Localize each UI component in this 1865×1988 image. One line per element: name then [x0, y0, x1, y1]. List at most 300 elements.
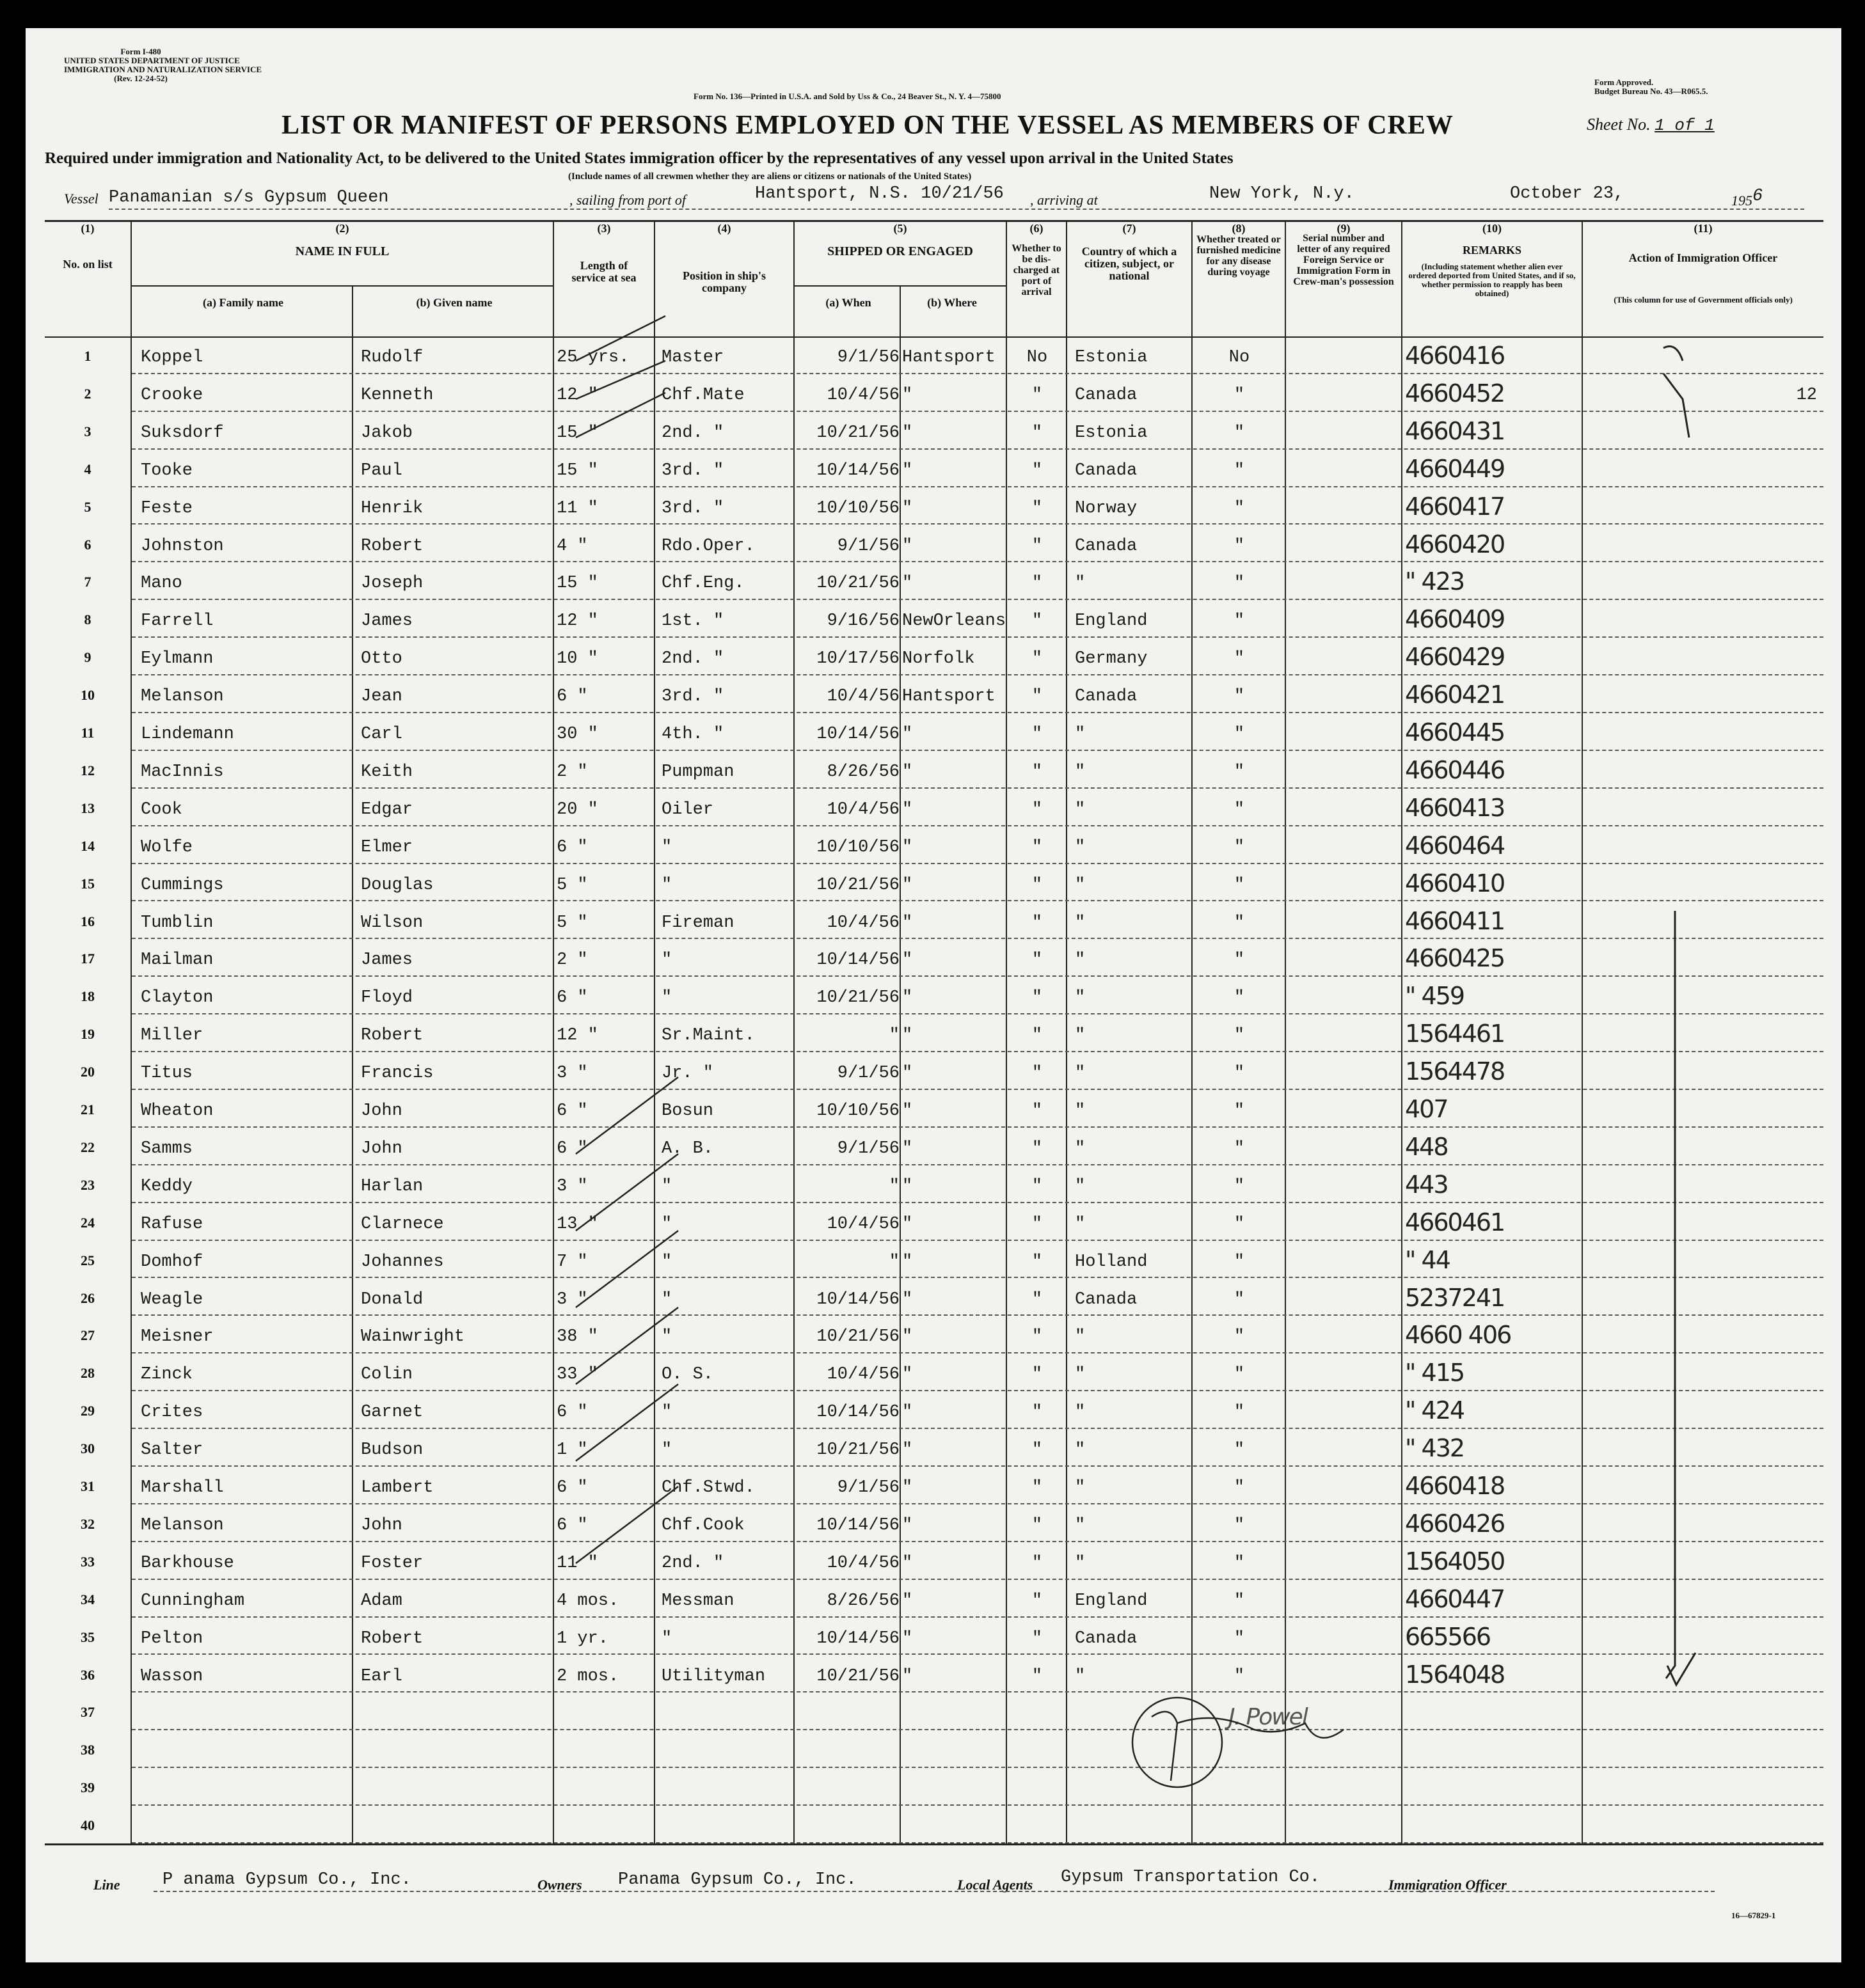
cell-where: " — [902, 1553, 913, 1573]
cell-country: " — [1075, 1478, 1086, 1497]
cell-where: " — [902, 800, 913, 819]
cell-given: Robert — [361, 1026, 424, 1046]
cell-position: Chf.Cook — [662, 1515, 745, 1535]
cell-position: 3rd. " — [662, 498, 724, 518]
cell-no: 20 — [81, 1064, 95, 1080]
cell-where: " — [902, 762, 913, 782]
cell-remarks: 4660447 — [1405, 1584, 1505, 1613]
cell-family: Marshall — [141, 1478, 224, 1497]
cell-no: 36 — [81, 1666, 95, 1683]
cell-when: 9/1/56 — [837, 536, 900, 556]
cell-no: 13 — [81, 800, 95, 816]
cell-discharged: " — [1031, 837, 1043, 857]
cell-discharged: " — [1031, 1666, 1043, 1686]
agents-label: Local Agents — [957, 1877, 1033, 1893]
action-note: (This column for use of Government officials only) — [1614, 295, 1793, 304]
cell-medicine: " — [1234, 1026, 1245, 1046]
cell-no: 7 — [84, 574, 91, 590]
cell-position: " — [662, 1290, 672, 1309]
manifest-sheet — [26, 28, 1841, 1962]
cell-length: 6 " — [557, 1478, 588, 1497]
cell-no: 35 — [81, 1629, 95, 1645]
cell-discharged: " — [1031, 1515, 1043, 1535]
cell-given: Harlan — [361, 1176, 424, 1196]
cell-when: 10/4/56 — [827, 385, 900, 405]
cell-length: 6 " — [557, 1403, 588, 1423]
cell-family: Cook — [141, 800, 182, 819]
cell-no: 4 — [84, 461, 91, 477]
cell-length: 11 " — [557, 498, 598, 518]
cell-given: Joseph — [361, 574, 424, 594]
cell-medicine: " — [1234, 574, 1245, 594]
col3-number: (3) — [597, 222, 611, 235]
action-checkmark — [1667, 1653, 1695, 1685]
cell-family: Cunningham — [141, 1591, 245, 1611]
sailing-label: , sailing from port of — [569, 192, 686, 208]
cell-remarks: 443 — [1405, 1170, 1448, 1199]
vessel-label: Vessel — [64, 191, 99, 207]
cell-medicine: " — [1234, 1064, 1245, 1084]
cell-length: 6 " — [557, 687, 588, 707]
cell-given: Otto — [361, 649, 402, 669]
cell-when: 8/26/56 — [827, 762, 900, 782]
cell-where: " — [902, 951, 913, 970]
cell-country: " — [1075, 1515, 1086, 1535]
action-mark — [1663, 374, 1689, 438]
cell-country: " — [1075, 1403, 1086, 1423]
cell-family: Barkhouse — [141, 1553, 234, 1573]
cell-position: " — [662, 1327, 672, 1347]
cell-family: Crites — [141, 1403, 203, 1423]
col1-number: (1) — [81, 222, 95, 235]
cell-where: " — [902, 1064, 913, 1084]
cell-no: 39 — [81, 1779, 95, 1796]
cell-given: Douglas — [361, 875, 434, 895]
cell-given: Colin — [361, 1365, 413, 1385]
cell-discharged: " — [1031, 1327, 1043, 1347]
cell-medicine: " — [1234, 1290, 1245, 1309]
col7-number: (7) — [1122, 222, 1136, 235]
cell-position: Chf.Stwd. — [662, 1478, 755, 1497]
cell-position: Jr. " — [662, 1064, 714, 1084]
cell-family: Cummings — [141, 875, 224, 895]
cell-length: 12 " — [557, 611, 598, 631]
cell-discharged: " — [1031, 1139, 1043, 1158]
family-name-header: (a) Family name — [203, 296, 283, 309]
country-header: Country of which a citizen, subject, or national — [1081, 245, 1177, 282]
cell-no: 11 — [81, 725, 95, 741]
col2-number: (2) — [335, 222, 349, 235]
cell-given: Jean — [361, 687, 402, 707]
cell-family: Pelton — [141, 1629, 203, 1648]
cell-given: Earl — [361, 1666, 402, 1686]
cell-family: Weagle — [141, 1290, 203, 1309]
cell-remarks: 4660425 — [1405, 944, 1505, 973]
budget-bureau: Budget Bureau No. 43—R065.5. — [1594, 86, 1708, 96]
cell-discharged: " — [1031, 1252, 1043, 1272]
cell-where: " — [902, 988, 913, 1008]
position-header: Position in ship's company — [682, 269, 766, 294]
cell-medicine: " — [1234, 1252, 1245, 1272]
cell-discharged: " — [1031, 687, 1043, 707]
cell-length: 2 mos. — [557, 1666, 619, 1686]
cell-discharged: " — [1031, 498, 1043, 518]
cell-family: Koppel — [141, 348, 203, 367]
cell-where: " — [902, 1252, 913, 1272]
cell-where: " — [902, 536, 913, 556]
col10-number: (10) — [1482, 222, 1502, 235]
cell-length: 3 " — [557, 1176, 588, 1196]
cell-country: " — [1075, 1214, 1086, 1234]
cell-given: Wainwright — [361, 1327, 465, 1347]
cell-discharged: " — [1031, 800, 1043, 819]
cell-family: Crooke — [141, 385, 203, 405]
cell-country: Canada — [1075, 1290, 1138, 1309]
cell-given: Edgar — [361, 800, 413, 819]
cell-no: 27 — [81, 1327, 95, 1344]
cell-where: Norfolk — [902, 649, 975, 669]
cell-where: " — [902, 1515, 913, 1535]
cell-where: " — [902, 1666, 913, 1686]
cell-when: 10/14/56 — [816, 1515, 900, 1535]
cell-where: " — [902, 875, 913, 895]
cell-position: Utilityman — [662, 1666, 766, 1686]
cell-position: A. B. — [662, 1139, 714, 1158]
immigration-officer-label: Immigration Officer — [1388, 1877, 1507, 1893]
cell-remarks: 407 — [1405, 1095, 1448, 1123]
cell-remarks: 4660464 — [1405, 831, 1505, 860]
cell-remarks: 4660413 — [1405, 793, 1505, 822]
cell-family: Mailman — [141, 951, 214, 970]
length-checkmarks — [576, 316, 678, 1563]
cell-when: 9/1/56 — [837, 1064, 900, 1084]
cell-medicine: " — [1234, 1440, 1245, 1460]
cell-no: 17 — [81, 951, 95, 967]
cell-position: " — [662, 1252, 672, 1272]
cell-when: 10/21/56 — [816, 1327, 900, 1347]
cell-no: 30 — [81, 1440, 95, 1457]
cell-discharged: " — [1031, 1591, 1043, 1611]
cell-discharged: " — [1031, 385, 1043, 405]
cell-no: 37 — [81, 1704, 95, 1721]
cell-when: 10/14/56 — [816, 725, 900, 744]
cell-no: 28 — [81, 1365, 95, 1382]
cell-discharged: " — [1031, 1403, 1043, 1423]
cell-remarks: 5237241 — [1405, 1283, 1505, 1312]
cell-medicine: " — [1234, 762, 1245, 782]
cell-remarks: 1564461 — [1405, 1020, 1505, 1048]
cell-country: " — [1075, 1101, 1086, 1121]
cell-medicine: " — [1234, 951, 1245, 970]
cell-length: 6 " — [557, 1139, 588, 1158]
cell-medicine: " — [1234, 687, 1245, 707]
cell-medicine: " — [1234, 1139, 1245, 1158]
action-header: Action of Immigration Officer — [1628, 251, 1778, 264]
cell-when: 10/21/56 — [816, 1666, 900, 1686]
name-in-full-header: NAME IN FULL — [295, 244, 390, 258]
cell-country: " — [1075, 1064, 1086, 1084]
cell-family: Miller — [141, 1026, 203, 1046]
cell-where: " — [902, 1403, 913, 1423]
cell-remarks: 4660420 — [1405, 530, 1505, 558]
cell-country: " — [1075, 1026, 1086, 1046]
cell-medicine: " — [1234, 1327, 1245, 1347]
cell-family: Lindemann — [141, 725, 234, 744]
footer-underline — [154, 1891, 1715, 1892]
cell-remarks: " 423 — [1405, 567, 1464, 596]
cell-position: Master — [662, 348, 724, 367]
cell-medicine: " — [1234, 800, 1245, 819]
cell-no: 14 — [81, 837, 95, 854]
cell-remarks: 4660410 — [1405, 869, 1505, 897]
cell-when: 10/21/56 — [816, 875, 900, 895]
cell-country: Canada — [1075, 1629, 1138, 1648]
cell-discharged: No — [1026, 348, 1048, 367]
cell-medicine: " — [1234, 725, 1245, 744]
cell-length: 6 " — [557, 837, 588, 857]
cell-remarks: 4660 406 — [1405, 1321, 1511, 1350]
col5-number: (5) — [893, 222, 907, 235]
shipped-header: SHIPPED OR ENGAGED — [827, 244, 973, 258]
cell-discharged: " — [1031, 951, 1043, 970]
cell-discharged: " — [1031, 1064, 1043, 1084]
cell-when: 9/1/56 — [837, 1478, 900, 1497]
cell-medicine: " — [1234, 1591, 1245, 1611]
cell-length: 6 " — [557, 1515, 588, 1535]
cell-medicine: " — [1234, 536, 1245, 556]
cell-medicine: " — [1234, 1515, 1245, 1535]
check-stroke — [576, 393, 665, 438]
col11-number: (11) — [1694, 222, 1713, 235]
cell-family: Tooke — [141, 461, 193, 480]
arriving-label: , arriving at — [1030, 192, 1098, 208]
cell-when: " — [889, 1252, 900, 1272]
cell-medicine: " — [1234, 461, 1245, 480]
cell-medicine: " — [1234, 1176, 1245, 1196]
cell-given: Elmer — [361, 837, 413, 857]
cell-medicine: " — [1234, 837, 1245, 857]
cell-remarks: 4660445 — [1405, 718, 1505, 746]
cell-length: 2 " — [557, 762, 588, 782]
cell-where: Hantsport — [902, 687, 996, 707]
check-stroke — [576, 361, 665, 399]
cell-position: O. S. — [662, 1365, 714, 1385]
action-bracket — [1663, 347, 1695, 1685]
cell-family: Mano — [141, 574, 182, 594]
cell-remarks: 1564050 — [1405, 1547, 1505, 1575]
cell-when: 10/21/56 — [816, 423, 900, 443]
cell-where: " — [902, 1176, 913, 1196]
cell-family: MacInnis — [141, 762, 224, 782]
cell-when: 10/21/56 — [816, 574, 900, 594]
cell-length: 38 " — [557, 1327, 598, 1347]
cell-country: Canada — [1075, 461, 1138, 480]
cell-remarks: 4660431 — [1405, 416, 1505, 445]
cell-medicine: " — [1234, 875, 1245, 895]
length-header: Length of service at sea — [571, 259, 637, 284]
cell-remarks: 4660452 — [1405, 379, 1505, 407]
action-mark — [1663, 347, 1683, 361]
cell-length: 11 " — [557, 1553, 598, 1573]
annotation-overlay — [26, 28, 1841, 1962]
cell-given: James — [361, 611, 413, 631]
cell-discharged: " — [1031, 1214, 1043, 1234]
cell-family: Meisner — [141, 1327, 214, 1347]
cell-country: " — [1075, 725, 1086, 744]
cell-position: 2nd. " — [662, 649, 724, 669]
cell-no: 34 — [81, 1591, 95, 1607]
arriving-port: New York, N.y. — [1209, 184, 1354, 203]
cell-given: Lambert — [361, 1478, 434, 1497]
check-stroke — [576, 1307, 678, 1384]
cell-position: Pumpman — [662, 762, 734, 782]
cell-remarks: " 415 — [1405, 1359, 1464, 1387]
cell-medicine: " — [1234, 1666, 1245, 1686]
department-name: UNITED STATES DEPARTMENT OF JUSTICE — [64, 56, 240, 65]
cell-discharged: " — [1031, 1478, 1043, 1497]
cell-family: Suksdorf — [141, 423, 224, 443]
cell-no: 29 — [81, 1403, 95, 1419]
cell-where: " — [902, 1214, 913, 1234]
cell-given: Kenneth — [361, 385, 434, 405]
cell-position: Chf.Eng. — [662, 574, 745, 594]
cell-country: Canada — [1075, 385, 1138, 405]
cell-remarks: " 459 — [1405, 982, 1464, 1011]
cell-position: " — [662, 875, 672, 895]
cell-where: " — [902, 1440, 913, 1460]
cell-remarks: 4660446 — [1405, 755, 1505, 784]
cell-where: " — [902, 498, 913, 518]
cell-when: 10/14/56 — [816, 951, 900, 970]
cell-medicine: " — [1234, 385, 1245, 405]
cell-where: " — [902, 1478, 913, 1497]
cell-given: Jakob — [361, 423, 413, 443]
cell-no: 10 — [81, 687, 95, 704]
cell-given: Keith — [361, 762, 413, 782]
cell-given: Paul — [361, 461, 402, 480]
cell-remarks: 4660416 — [1405, 342, 1505, 370]
cell-given: Wilson — [361, 913, 424, 933]
cell-length: 10 " — [557, 649, 598, 669]
cell-country: " — [1075, 1553, 1086, 1573]
cell-no: 31 — [81, 1478, 95, 1494]
cell-family: Melanson — [141, 687, 224, 707]
cell-no: 6 — [84, 536, 91, 553]
cell-where: " — [902, 1629, 913, 1648]
cell-given: Floyd — [361, 988, 413, 1008]
cell-where: " — [902, 837, 913, 857]
signature-circle — [1132, 1698, 1222, 1787]
agents-value: Gypsum Transportation Co. — [1061, 1868, 1321, 1887]
cell-length: 1 yr. — [557, 1629, 609, 1648]
cell-length: 3 " — [557, 1290, 588, 1309]
form-number: Form I-480 — [120, 47, 161, 56]
cell-discharged: " — [1031, 875, 1043, 895]
cell-remarks: 1564478 — [1405, 1057, 1505, 1086]
cell-position: 3rd. " — [662, 687, 724, 707]
cell-remarks: 4660429 — [1405, 643, 1505, 672]
cell-remarks: 1564048 — [1405, 1660, 1505, 1689]
cell-remarks: 4660417 — [1405, 492, 1505, 521]
cell-when: 10/4/56 — [827, 913, 900, 933]
cell-where: " — [902, 1101, 913, 1121]
sheet-label: Sheet No. — [1587, 115, 1651, 134]
cell-given: James — [361, 951, 413, 970]
check-stroke — [576, 1487, 678, 1563]
cell-length: 7 " — [557, 1252, 588, 1272]
vessel-name: Panamanian s/s Gypsum Queen — [109, 188, 389, 207]
cell-country: Norway — [1075, 498, 1138, 518]
cell-position: " — [662, 1440, 672, 1460]
cell-length: 20 " — [557, 800, 598, 819]
line-label: Line — [93, 1877, 120, 1893]
cell-family: Wheaton — [141, 1101, 214, 1121]
cell-given: Johannes — [361, 1252, 444, 1272]
revision: (Rev. 12-24-52) — [114, 74, 168, 83]
cell-country: " — [1075, 1365, 1086, 1385]
cell-discharged: " — [1031, 762, 1043, 782]
cell-when: 10/14/56 — [816, 1290, 900, 1309]
cell-family: Keddy — [141, 1176, 193, 1196]
cell-remarks: 4660411 — [1405, 906, 1505, 935]
cell-no: 5 — [84, 498, 91, 515]
cell-no: 23 — [81, 1176, 95, 1193]
cell-position: " — [662, 951, 672, 970]
cell-length: 1 " — [557, 1440, 588, 1460]
cell-when: 10/21/56 — [816, 988, 900, 1008]
cell-family: Feste — [141, 498, 193, 518]
check-stroke — [576, 1077, 678, 1154]
cell-no: 26 — [81, 1290, 95, 1306]
cell-family: Titus — [141, 1064, 193, 1084]
line-value: P anama Gypsum Co., Inc. — [163, 1870, 411, 1889]
cell-discharged: " — [1031, 1290, 1043, 1309]
cell-where: " — [902, 725, 913, 744]
include-note: (Include names of all crewmen whether they are aliens or citizens or nationals of the United States) — [568, 171, 972, 182]
cell-position: Oiler — [662, 800, 714, 819]
sailing-port: Hantsport, N.S. 10/21/56 — [755, 184, 1004, 203]
cell-family: Clayton — [141, 988, 214, 1008]
cell-when: 10/21/56 — [816, 1440, 900, 1460]
given-name-header: (b) Given name — [416, 296, 493, 309]
cell-no: 1 — [84, 348, 91, 364]
medicine-header: Whether treated or furnished medicine for any disease during voyage — [1196, 234, 1281, 278]
cell-discharged: " — [1031, 1629, 1043, 1648]
cell-when: 10/10/56 — [816, 498, 900, 518]
cell-length: 15 " — [557, 461, 598, 480]
cell-family: Melanson — [141, 1515, 224, 1535]
cell-medicine: " — [1234, 1553, 1245, 1573]
check-stroke — [576, 1384, 678, 1461]
cell-when: 10/14/56 — [816, 461, 900, 480]
cell-medicine: " — [1234, 1365, 1245, 1385]
cell-country: " — [1075, 988, 1086, 1008]
cell-no: 32 — [81, 1515, 95, 1532]
cell-country: England — [1075, 611, 1148, 631]
cell-given: Rudolf — [361, 348, 424, 367]
col8-number: (8) — [1232, 222, 1246, 235]
cell-country: Estonia — [1075, 348, 1148, 367]
cell-where: NewOrleans — [902, 611, 1006, 631]
cell-family: Samms — [141, 1139, 193, 1158]
cell-position: Bosun — [662, 1101, 714, 1121]
col4-number: (4) — [717, 222, 731, 235]
cell-given: John — [361, 1101, 402, 1121]
remarks-note: (Including statement whether alien ever ordered deported from United States, and if so, whether permission to reapply has been obtained) — [1408, 262, 1576, 298]
cell-given: Adam — [361, 1591, 402, 1611]
cell-position: 4th. " — [662, 725, 724, 744]
cell-when: 10/10/56 — [816, 837, 900, 857]
